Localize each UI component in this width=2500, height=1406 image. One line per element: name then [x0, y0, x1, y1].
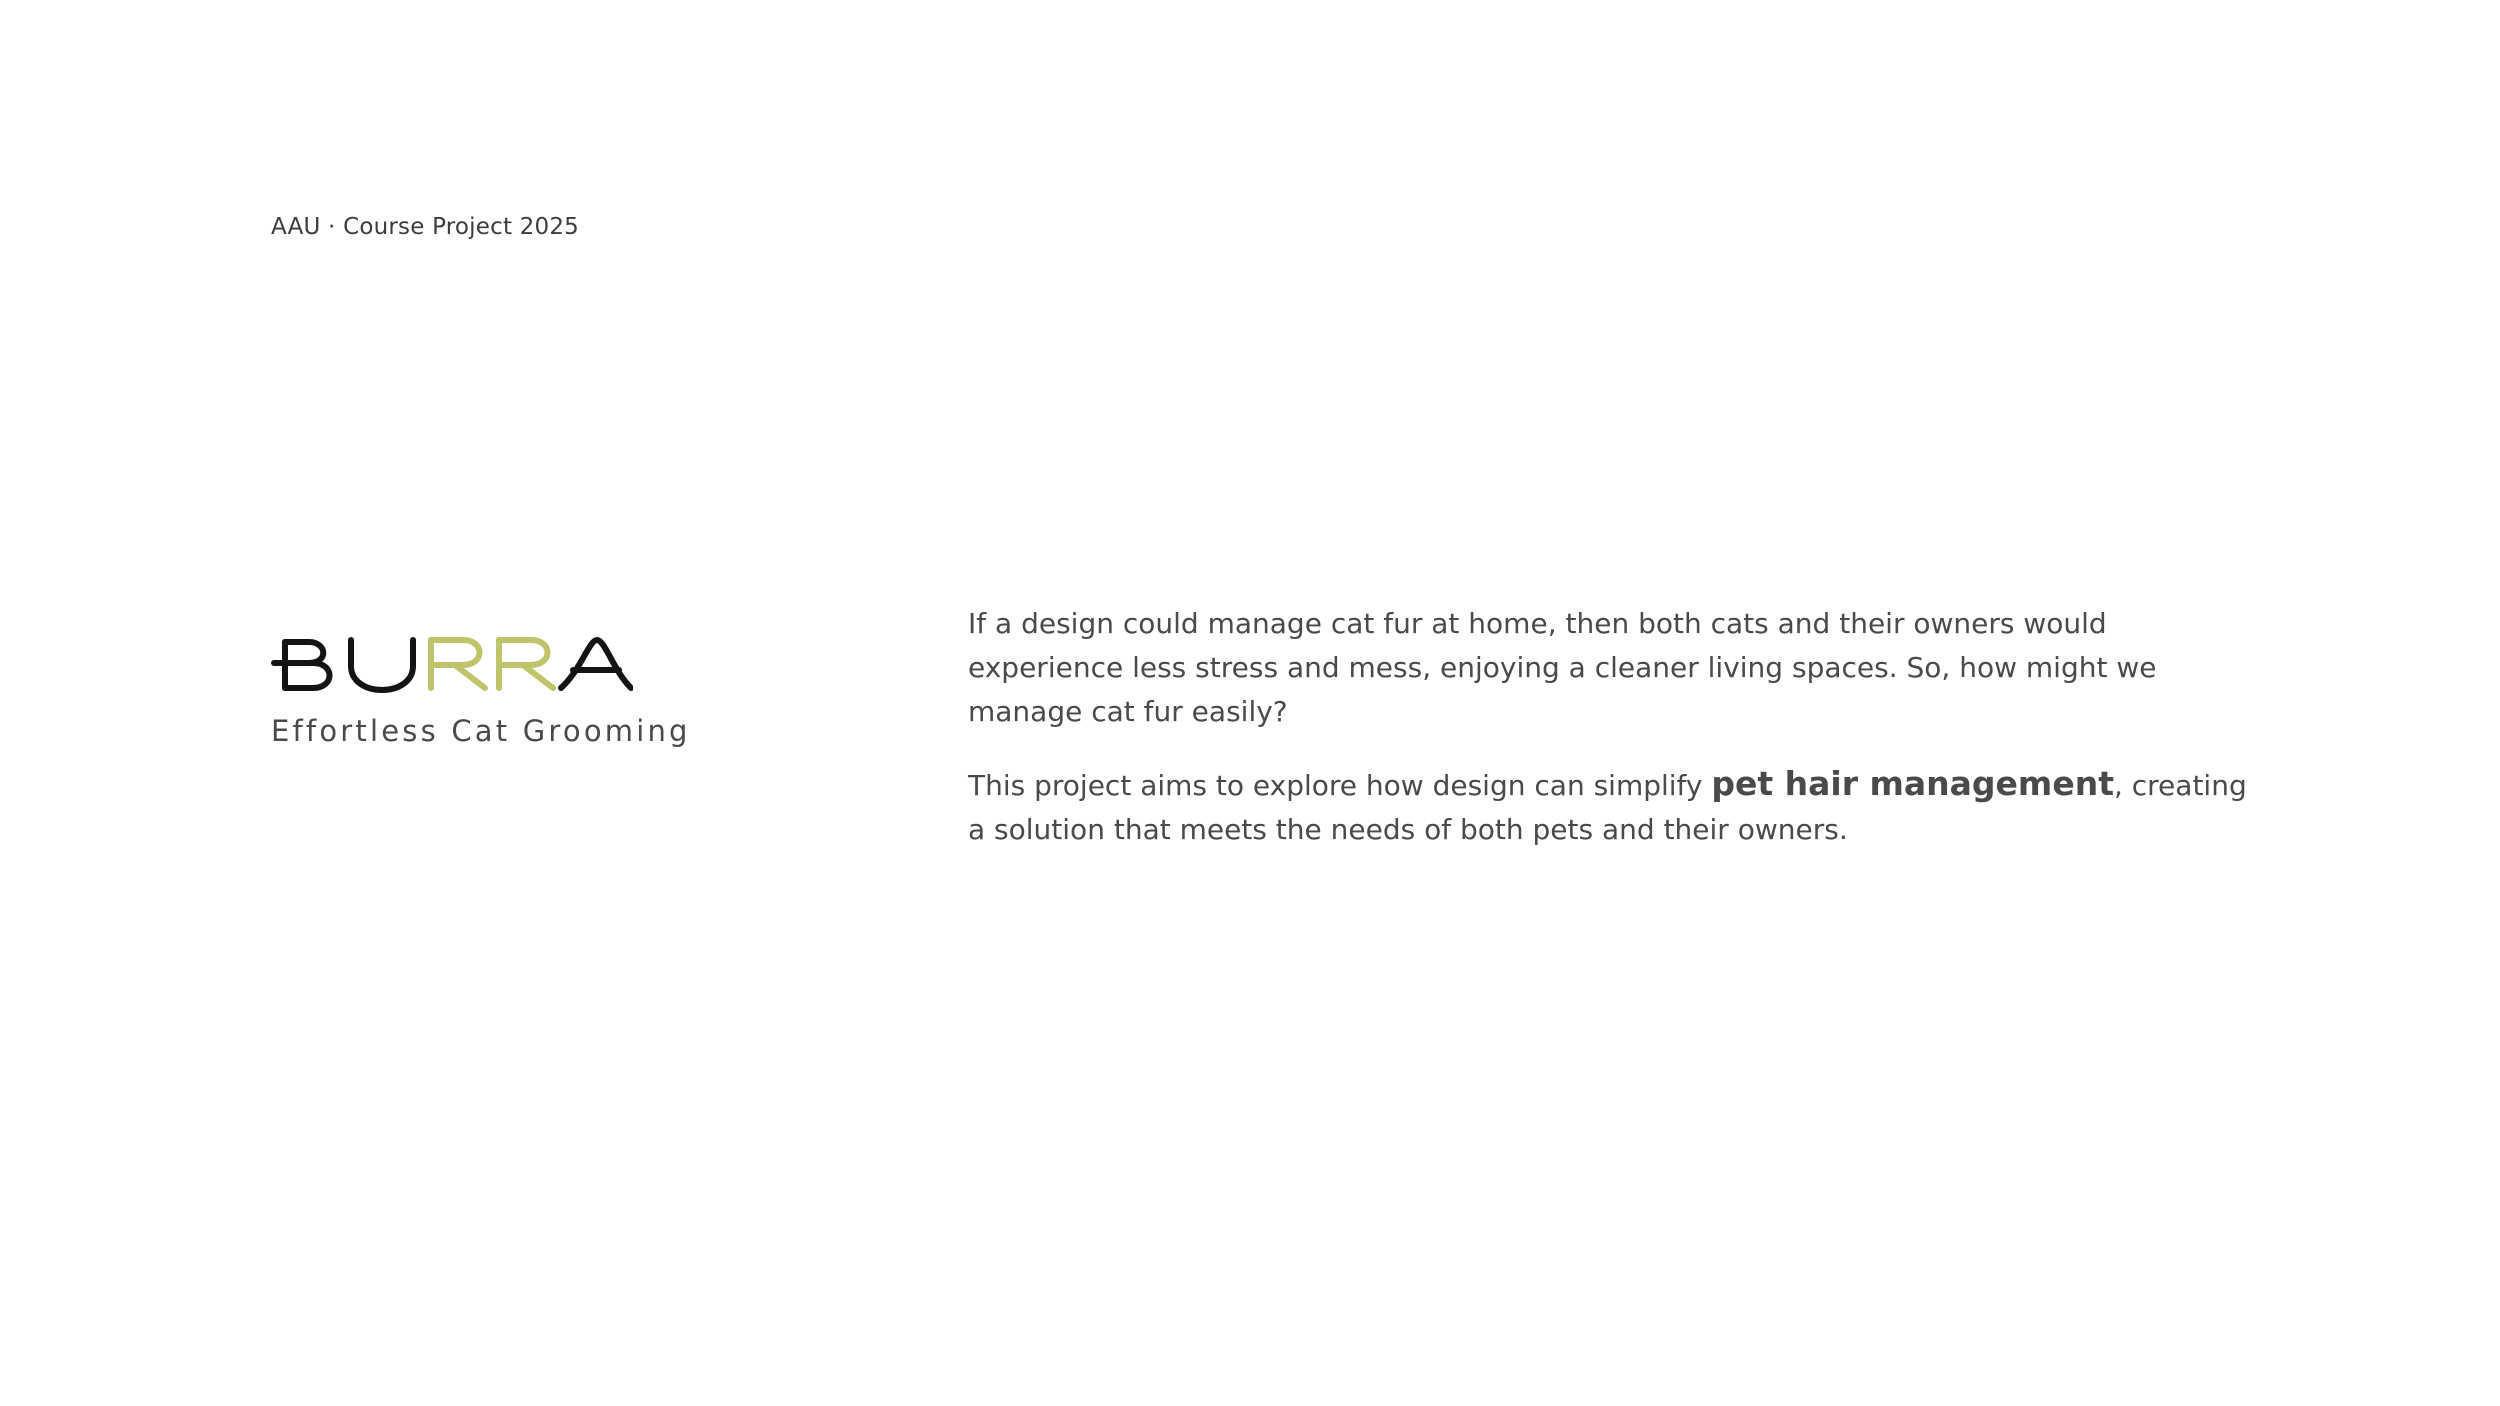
burra-logo — [271, 630, 633, 698]
intro-paragraph-2-tail: , creating a solution that meets the needs of both pets and their owners. — [968, 769, 2247, 846]
intro-text — [968, 602, 2258, 852]
intro-paragraph-1: If a design could manage cat fur at home, then both cats and their owners would experience less stress and mess, enjoying a cleaner living spaces. So, how might we manage cat fur easily? — [968, 607, 2157, 728]
logo-letter-u — [351, 640, 413, 690]
logo-letter-r-1 — [431, 640, 485, 688]
highlight-phrase: pet hair management — [1711, 764, 2114, 803]
intro-paragraph-2 — [968, 762, 2258, 852]
intro-paragraph-2-lead: This project aims to explore how design can simplify — [968, 769, 1712, 802]
brand-block — [271, 630, 691, 748]
brand-tagline: Effortless Cat Grooming — [271, 714, 691, 748]
logo-letter-a — [561, 640, 631, 688]
logo-letter-r-2 — [499, 640, 553, 688]
logo-letter-b — [274, 642, 330, 688]
course-label: AAU · Course Project 2025 — [271, 214, 580, 240]
